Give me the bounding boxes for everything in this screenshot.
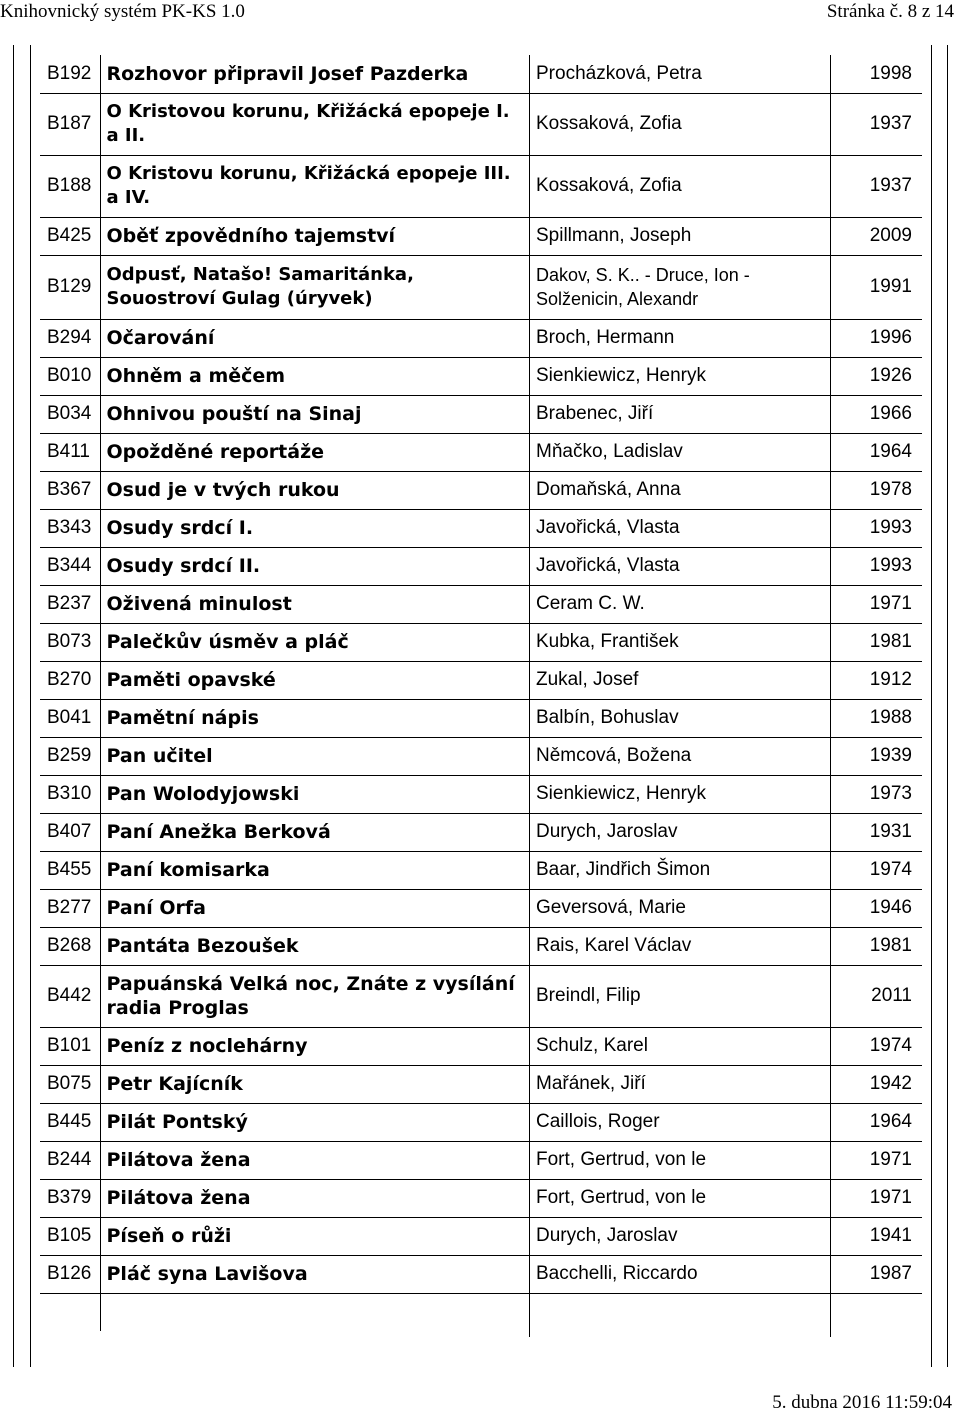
table-row	[40, 55, 922, 93]
book-title: Osudy srdcí I.	[100, 509, 529, 547]
book-title: Palečkův úsměv a pláč	[100, 623, 529, 661]
book-code: B442	[40, 965, 100, 1027]
table-row	[40, 217, 922, 255]
book-title: Osud je v tvých rukou	[100, 471, 529, 509]
book-year: 1971	[830, 1141, 922, 1179]
book-code: B034	[40, 395, 100, 433]
book-author: Sienkiewicz, Henryk	[529, 357, 830, 395]
book-year: 1941	[830, 1217, 922, 1255]
table-row	[40, 155, 922, 217]
table-row	[40, 623, 922, 661]
book-title: Odpusť, Natašo! Samaritánka, Souostroví Gulag (úryvek)	[100, 255, 529, 319]
table-row	[40, 255, 922, 319]
book-year: 1978	[830, 471, 922, 509]
book-year: 1974	[830, 1027, 922, 1065]
book-year: 1964	[830, 1103, 922, 1141]
book-year: 1971	[830, 1179, 922, 1217]
book-code: B187	[40, 93, 100, 155]
book-year: 1966	[830, 395, 922, 433]
table-row	[40, 813, 922, 851]
book-year: 2009	[830, 217, 922, 255]
table-row	[40, 547, 922, 585]
book-code: B244	[40, 1141, 100, 1179]
table-row	[40, 319, 922, 357]
book-year: 1993	[830, 547, 922, 585]
table-row	[40, 1255, 922, 1293]
left-table-rule	[30, 45, 31, 1367]
table-row	[40, 1103, 922, 1141]
book-title: Papuánská Velká noc, Znáte z vysílání radia Proglas	[100, 965, 529, 1027]
book-author: Kossaková, Zofia	[529, 93, 830, 155]
book-author: Procházková, Petra	[529, 55, 830, 93]
book-title: Pilátova žena	[100, 1141, 529, 1179]
book-title: Pláč syna Lavišova	[100, 1255, 529, 1293]
book-code: B073	[40, 623, 100, 661]
book-code: B407	[40, 813, 100, 851]
book-author: Rais, Karel Václav	[529, 927, 830, 965]
book-author: Fort, Gertrud, von le	[529, 1141, 830, 1179]
table-row	[40, 509, 922, 547]
table-row	[40, 737, 922, 775]
book-year: 1974	[830, 851, 922, 889]
book-year: 1988	[830, 699, 922, 737]
book-title: Paměti opavské	[100, 661, 529, 699]
book-year: 1981	[830, 623, 922, 661]
book-title: Pan Wolodyjowski	[100, 775, 529, 813]
book-author: Broch, Hermann	[529, 319, 830, 357]
book-year: 1912	[830, 661, 922, 699]
book-author: Zukal, Josef	[529, 661, 830, 699]
book-year: 1998	[830, 55, 922, 93]
book-title: Paní komisarka	[100, 851, 529, 889]
book-title: Peníz z noclehárny	[100, 1027, 529, 1065]
book-author: Durych, Jaroslav	[529, 1217, 830, 1255]
book-author: Balbín, Bohuslav	[529, 699, 830, 737]
book-year: 1987	[830, 1255, 922, 1293]
book-code: B237	[40, 585, 100, 623]
table-row	[40, 357, 922, 395]
right-margin-rule	[947, 45, 948, 1367]
table-row	[40, 661, 922, 699]
book-title: Petr Kajícník	[100, 1065, 529, 1103]
book-code: B343	[40, 509, 100, 547]
book-code: B101	[40, 1027, 100, 1065]
book-code: B455	[40, 851, 100, 889]
book-code: B105	[40, 1217, 100, 1255]
book-code: B129	[40, 255, 100, 319]
book-code: B126	[40, 1255, 100, 1293]
table-row-empty	[40, 1293, 922, 1331]
book-year: 1973	[830, 775, 922, 813]
table-row	[40, 471, 922, 509]
book-title: Osudy srdcí II.	[100, 547, 529, 585]
book-year	[830, 1293, 922, 1331]
book-author: Durych, Jaroslav	[529, 813, 830, 851]
book-author: Javořická, Vlasta	[529, 509, 830, 547]
book-author: Breindl, Filip	[529, 965, 830, 1027]
book-code: B041	[40, 699, 100, 737]
book-year: 1931	[830, 813, 922, 851]
book-title: O Kristovu korunu, Křižácká epopeje III. a IV.	[100, 155, 529, 217]
book-code: B277	[40, 889, 100, 927]
book-code: B268	[40, 927, 100, 965]
book-code: B445	[40, 1103, 100, 1141]
system-title: Knihovnický systém PK-KS 1.0	[0, 1, 245, 22]
table-row	[40, 1027, 922, 1065]
book-author: Mňačko, Ladislav	[529, 433, 830, 471]
right-table-rule	[931, 45, 932, 1367]
book-title: Pilát Pontský	[100, 1103, 529, 1141]
book-author: Schulz, Karel	[529, 1027, 830, 1065]
book-code: B344	[40, 547, 100, 585]
book-author: Javořická, Vlasta	[529, 547, 830, 585]
book-code: B259	[40, 737, 100, 775]
book-title: Pan učitel	[100, 737, 529, 775]
book-year: 1996	[830, 319, 922, 357]
page-number: Stránka č. 8 z 14	[826, 1, 954, 22]
book-catalog-table	[40, 55, 922, 1331]
book-title: Píseň o růži	[100, 1217, 529, 1255]
book-year: 1981	[830, 927, 922, 965]
book-author: Ceram C. W.	[529, 585, 830, 623]
table-row	[40, 1217, 922, 1255]
book-title: Očarování	[100, 319, 529, 357]
book-year: 1926	[830, 357, 922, 395]
book-code: B367	[40, 471, 100, 509]
book-author: Spillmann, Joseph	[529, 217, 830, 255]
book-code: B075	[40, 1065, 100, 1103]
book-code: B010	[40, 357, 100, 395]
book-author	[529, 1293, 830, 1331]
book-title: Paní Orfa	[100, 889, 529, 927]
book-code: B425	[40, 217, 100, 255]
book-year: 1964	[830, 433, 922, 471]
book-code: B192	[40, 55, 100, 93]
book-year: 1942	[830, 1065, 922, 1103]
table-row	[40, 1179, 922, 1217]
table-row	[40, 1065, 922, 1103]
book-year: 1991	[830, 255, 922, 319]
book-author: Němcová, Božena	[529, 737, 830, 775]
book-title: Ohněm a měčem	[100, 357, 529, 395]
table-row	[40, 93, 922, 155]
table-row	[40, 965, 922, 1027]
book-author: Sienkiewicz, Henryk	[529, 775, 830, 813]
book-year: 2011	[830, 965, 922, 1027]
book-author: Baar, Jindřich Šimon	[529, 851, 830, 889]
book-author: Geversová, Marie	[529, 889, 830, 927]
book-author: Domaňská, Anna	[529, 471, 830, 509]
book-title: Oživená minulost	[100, 585, 529, 623]
book-author: Fort, Gertrud, von le	[529, 1179, 830, 1217]
book-author: Dakov, S. K.. - Druce, Ion - Solženicin, Alexandr	[529, 255, 830, 319]
book-year: 1939	[830, 737, 922, 775]
book-author: Kossaková, Zofia	[529, 155, 830, 217]
print-timestamp: 5. dubna 2016 11:59:04	[772, 1392, 952, 1413]
table-row	[40, 1141, 922, 1179]
book-code: B379	[40, 1179, 100, 1217]
table-row	[40, 775, 922, 813]
table-row	[40, 927, 922, 965]
book-code	[40, 1293, 100, 1331]
table-row	[40, 433, 922, 471]
book-title: Paní Anežka Berková	[100, 813, 529, 851]
book-author: Kubka, František	[529, 623, 830, 661]
table-row	[40, 699, 922, 737]
book-title: Rozhovor připravil Josef Pazderka	[100, 55, 529, 93]
table-row	[40, 395, 922, 433]
book-author: Brabenec, Jiří	[529, 395, 830, 433]
book-title: Ohnivou pouští na Sinaj	[100, 395, 529, 433]
book-year: 1937	[830, 93, 922, 155]
book-author: Bacchelli, Riccardo	[529, 1255, 830, 1293]
left-margin-rule	[13, 45, 14, 1367]
book-year: 1993	[830, 509, 922, 547]
book-title: Pantáta Bezoušek	[100, 927, 529, 965]
book-code: B294	[40, 319, 100, 357]
book-title: Opožděné reportáže	[100, 433, 529, 471]
book-author: Mařánek, Jiří	[529, 1065, 830, 1103]
table-row	[40, 889, 922, 927]
table-row	[40, 851, 922, 889]
book-code: B188	[40, 155, 100, 217]
book-title: Oběť zpovědního tajemství	[100, 217, 529, 255]
book-title: Pilátova žena	[100, 1179, 529, 1217]
book-year: 1946	[830, 889, 922, 927]
book-author: Caillois, Roger	[529, 1103, 830, 1141]
book-code: B270	[40, 661, 100, 699]
book-year: 1971	[830, 585, 922, 623]
book-code: B310	[40, 775, 100, 813]
book-year: 1937	[830, 155, 922, 217]
book-title	[100, 1293, 529, 1331]
table-row	[40, 585, 922, 623]
book-title: O Kristovou korunu, Křižácká epopeje I. a II.	[100, 93, 529, 155]
book-code: B411	[40, 433, 100, 471]
book-title: Pamětní nápis	[100, 699, 529, 737]
